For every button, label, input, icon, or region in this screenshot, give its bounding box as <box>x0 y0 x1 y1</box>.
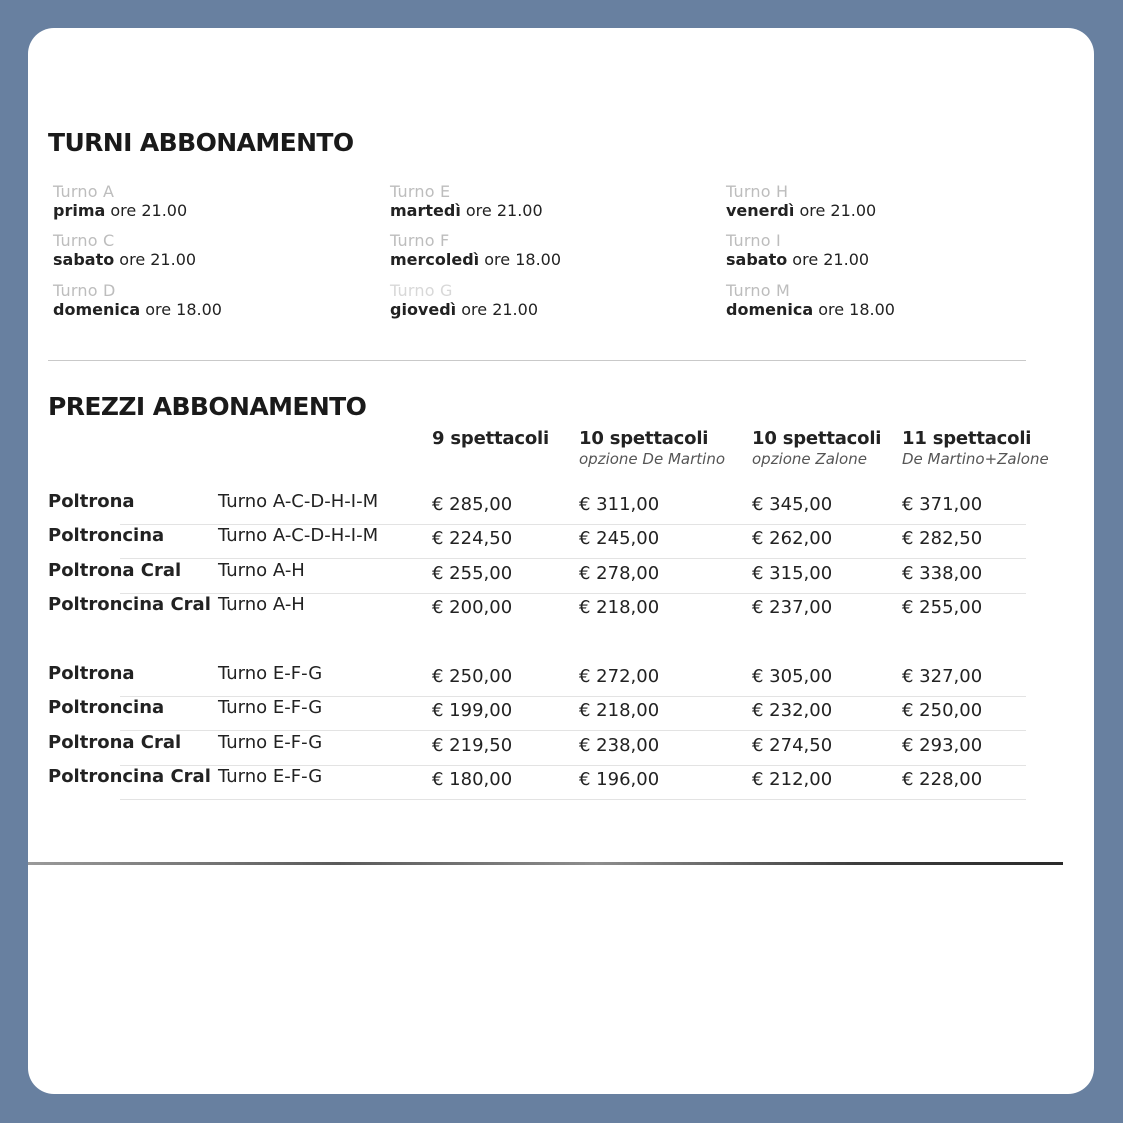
price-cell: € 238,00 <box>579 735 660 756</box>
price-cell: € 199,00 <box>432 700 513 721</box>
price-cell: € 196,00 <box>579 769 660 790</box>
table-row <box>28 525 1094 559</box>
turno-hour: ore 21.00 <box>787 250 870 269</box>
turno-day: sabato <box>53 250 115 269</box>
price-cell: € 327,00 <box>902 666 983 687</box>
turno-schedule <box>53 250 196 269</box>
column-header-11 <box>902 428 1049 468</box>
turno-day: giovedì <box>390 300 457 319</box>
turno-schedule <box>53 201 187 220</box>
turno-day: domenica <box>726 300 814 319</box>
turno-range: Turno E-F-G <box>218 663 323 684</box>
price-cell: € 285,00 <box>432 494 513 515</box>
turni-title: TURNI ABBONAMENTO <box>48 128 354 157</box>
column-header-main: 10 spettacoli <box>752 428 882 449</box>
price-cell: € 345,00 <box>752 494 833 515</box>
price-cell: € 315,00 <box>752 563 833 584</box>
page-bottom-rule <box>28 862 1063 865</box>
turno-schedule <box>390 250 561 269</box>
turno-d <box>53 281 222 319</box>
seat-type: Poltroncina <box>48 525 165 546</box>
turno-schedule <box>726 250 869 269</box>
turno-day: sabato <box>726 250 788 269</box>
table-row <box>28 732 1094 766</box>
price-cell: € 237,00 <box>752 597 833 618</box>
table-row <box>28 697 1094 731</box>
turno-schedule <box>53 300 222 319</box>
turno-g <box>390 281 538 319</box>
turno-label: Turno D <box>53 281 116 300</box>
turno-hour: ore 21.00 <box>460 201 543 220</box>
column-header-10-de-martino <box>579 428 725 468</box>
column-header-9 <box>432 428 549 449</box>
turno-range: Turno E-F-G <box>218 732 323 753</box>
turno-hour: ore 21.00 <box>794 201 877 220</box>
price-cell: € 218,00 <box>579 597 660 618</box>
seat-type: Poltroncina <box>48 697 165 718</box>
turno-a <box>53 182 187 220</box>
turno-day: prima <box>53 201 106 220</box>
table-row <box>28 663 1094 697</box>
price-cell: € 338,00 <box>902 563 983 584</box>
column-header-sub: opzione Zalone <box>752 450 867 468</box>
price-cell: € 282,50 <box>902 528 983 549</box>
price-cell: € 232,00 <box>752 700 833 721</box>
turno-m <box>726 281 895 319</box>
row-rule <box>120 799 1026 800</box>
row-rule <box>120 558 1026 559</box>
turno-hour: ore 21.00 <box>456 300 538 319</box>
turno-schedule <box>726 300 895 319</box>
document-card <box>28 28 1094 1094</box>
turno-label: Turno F <box>390 231 450 250</box>
price-cell: € 250,00 <box>902 700 983 721</box>
seat-type: Poltrona <box>48 663 135 684</box>
turno-day: mercoledì <box>390 250 480 269</box>
seat-type: Poltroncina Cral <box>48 594 211 615</box>
row-rule <box>120 730 1026 731</box>
turno-label: Turno A <box>53 182 115 201</box>
turno-hour: ore 18.00 <box>140 300 222 319</box>
table-row <box>28 766 1094 800</box>
turno-day: venerdì <box>726 201 795 220</box>
price-cell: € 278,00 <box>579 563 660 584</box>
turno-label: Turno I <box>726 231 781 250</box>
price-cell: € 293,00 <box>902 735 983 756</box>
turno-f <box>390 231 561 269</box>
column-header-main: 9 spettacoli <box>432 428 549 449</box>
turno-range: Turno E-F-G <box>218 766 323 787</box>
price-cell: € 245,00 <box>579 528 660 549</box>
column-header-sub: opzione De Martino <box>579 450 726 468</box>
price-cell: € 180,00 <box>432 769 513 790</box>
price-cell: € 200,00 <box>432 597 513 618</box>
turno-schedule <box>390 201 543 220</box>
seat-type: Poltroncina Cral <box>48 766 211 787</box>
section-divider <box>48 360 1026 361</box>
price-cell: € 212,00 <box>752 769 833 790</box>
price-cell: € 228,00 <box>902 769 983 790</box>
turno-label: Turno H <box>726 182 789 201</box>
turno-range: Turno E-F-G <box>218 697 323 718</box>
seat-type: Poltrona <box>48 491 135 512</box>
price-cell: € 255,00 <box>432 563 513 584</box>
column-header-10-zalone <box>752 428 881 468</box>
price-cell: € 224,50 <box>432 528 513 549</box>
column-header-main: 11 spettacoli <box>902 428 1032 449</box>
turno-hour: ore 18.00 <box>479 250 562 269</box>
table-row <box>28 560 1094 594</box>
column-header-sub: De Martino+Zalone <box>902 450 1049 468</box>
turno-hour: ore 21.00 <box>105 201 188 220</box>
seat-type: Poltrona Cral <box>48 732 182 753</box>
turno-range: Turno A-H <box>218 594 305 615</box>
turno-label: Turno M <box>726 281 791 300</box>
turno-range: Turno A-C-D-H-I-M <box>218 525 379 546</box>
turno-label: Turno E <box>390 182 451 201</box>
price-cell: € 272,00 <box>579 666 660 687</box>
turno-hour: ore 18.00 <box>813 300 895 319</box>
turno-e <box>390 182 543 220</box>
prezzi-title: PREZZI ABBONAMENTO <box>48 392 367 421</box>
turno-range: Turno A-C-D-H-I-M <box>218 491 379 512</box>
turno-label: Turno G <box>390 281 453 300</box>
turno-hour: ore 21.00 <box>114 250 197 269</box>
price-cell: € 218,00 <box>579 700 660 721</box>
seat-type: Poltrona Cral <box>48 560 182 581</box>
column-header-main: 10 spettacoli <box>579 428 709 449</box>
turno-i <box>726 231 869 269</box>
table-row <box>28 491 1094 525</box>
price-cell: € 371,00 <box>902 494 983 515</box>
turno-c <box>53 231 196 269</box>
turno-schedule <box>390 300 538 319</box>
turno-range: Turno A-H <box>218 560 305 581</box>
price-cell: € 255,00 <box>902 597 983 618</box>
table-row <box>28 594 1094 628</box>
turno-day: domenica <box>53 300 141 319</box>
turno-label: Turno C <box>53 231 115 250</box>
turno-h <box>726 182 876 220</box>
turno-day: martedì <box>390 201 461 220</box>
price-cell: € 219,50 <box>432 735 513 756</box>
price-cell: € 311,00 <box>579 494 660 515</box>
turno-schedule <box>726 201 876 220</box>
price-cell: € 250,00 <box>432 666 513 687</box>
price-cell: € 262,00 <box>752 528 833 549</box>
price-cell: € 274,50 <box>752 735 833 756</box>
price-cell: € 305,00 <box>752 666 833 687</box>
